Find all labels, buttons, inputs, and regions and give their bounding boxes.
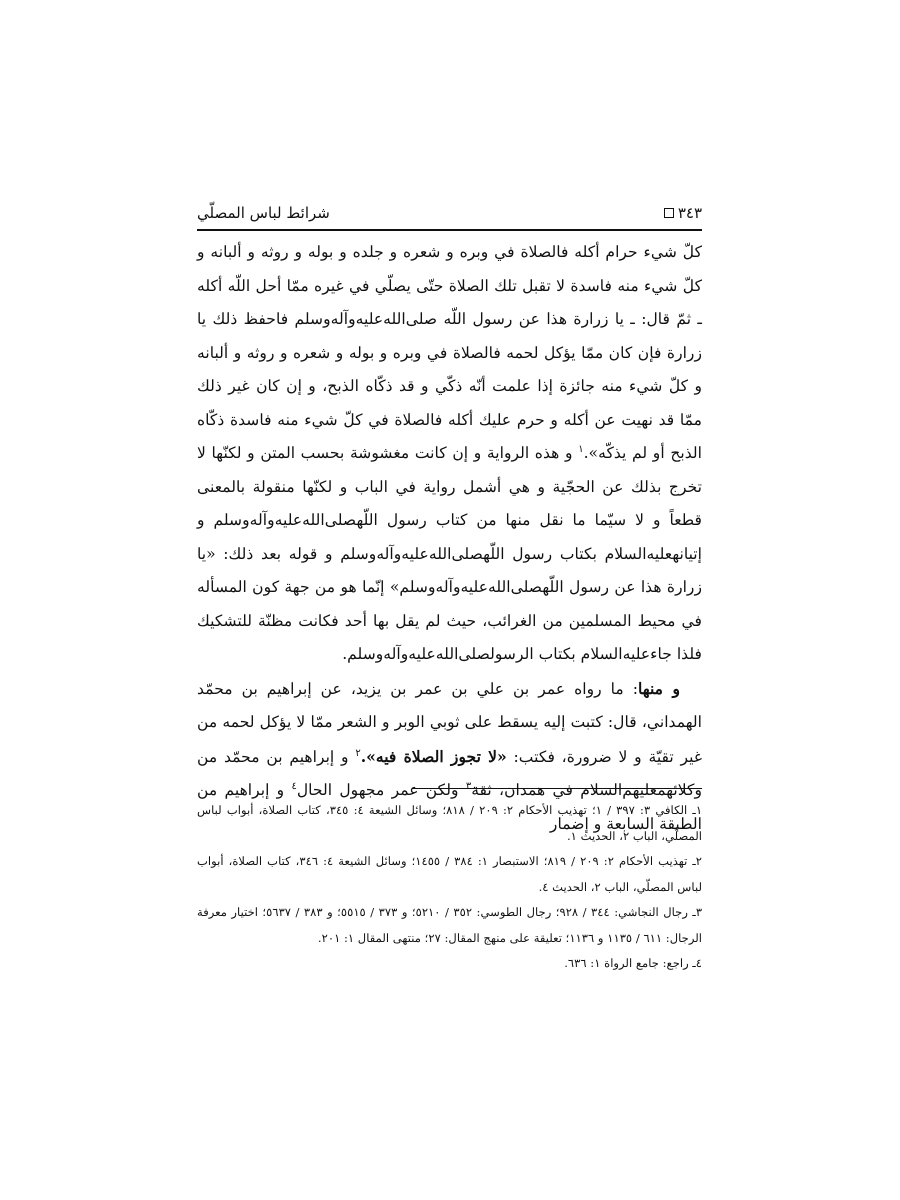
header-rule	[197, 229, 702, 231]
text-run: في همدان، ثقة	[471, 781, 573, 799]
page-number-value: ٣٤٣	[677, 204, 702, 222]
honorific: صلی‌الله‌علیه‌وآله‌وسلم	[340, 544, 484, 563]
footnote-ref-2[interactable]: ٢	[355, 747, 361, 759]
footnote-1: ١ـ الكافي ٣: ٣٩٧ / ١؛ تهذيب الأحكام ٢: ٢٠٩ / ٨١٨؛ وسائل الشيعة ٤: ٣٤٥، كتاب الصلاة، أبواب لباس المصلّي، الباب ٢، الحديث ١.	[197, 803, 703, 843]
running-title: شرائط لباس المصلّي	[197, 204, 330, 222]
text-run: و إتيانه	[197, 511, 702, 563]
text-run: و إبراهيم بن محمّد من وكلائهم	[197, 747, 702, 799]
text-run: بكتاب الرسول	[490, 645, 576, 663]
square-icon	[664, 208, 674, 218]
page-number	[664, 204, 702, 222]
footnote-4: ٤ـ راجع: جامع الرواة ١: ٦٣٦.	[564, 956, 702, 970]
footnote-2: ٢ـ تهذيب الأحكام ٢: ٢٠٩ / ٨١٩؛ الاستبصار ١: ٣٨٤ / ١٤٥٥؛ وسائل الشيعة ٤: ٣٤٦، كتاب الصلاة، أبواب لباس المصلّي، الباب ٢، الحديث ٤.	[197, 854, 703, 894]
honorific: صلی‌الله‌علیه‌وآله‌وسلم	[399, 578, 543, 596]
footnote-3: ٣ـ رجال النجاشي: ٣٤٤ / ٩٢٨؛ رجال الطوسي: ٣٥٢ / ٥٢١٠؛ و ٣٧٣ / ٥٥١٥؛ و ٣٨٣ / ٥٦٣٧؛ اختيار معرفة الرجال: ٦١١ / ١١٣٥ و ١١٣٦؛ تعليقة على منهج المقال: ٢٧؛ منتهى المقال ١: ٢٠١.	[197, 905, 703, 945]
bold-quote: «لا تجوز الصلاة فيه».	[360, 746, 507, 766]
footnote-ref-1[interactable]: ١	[578, 443, 584, 455]
honorific: صلی‌الله‌علیه‌وآله‌وسلم	[347, 645, 491, 663]
text-run: كلّ شيء حرام أكله فالصلاة في وبره و شعره و جلده و بوله و روثه و ألبانه و كلّ شيء منه فاسدة لا تقبل تلك الصلاة حتّى يصلّي في غيره ممّا أحل اللّه أكله ـ ثمّ قال: ـ يا زرارة هذا عن رسول اللّه	[197, 243, 702, 328]
footnote-ref-3[interactable]: ٣	[465, 780, 472, 792]
footnote-ref-4[interactable]: ٤	[291, 780, 297, 792]
main-text	[197, 236, 702, 841]
honorific: عليه‌السلام	[580, 645, 651, 663]
text-run: .	[342, 645, 348, 663]
honorific: صلی‌الله‌علیه‌وآله‌وسلم	[294, 310, 438, 328]
honorific: عليهم‌السلام	[580, 781, 658, 799]
text-run: و هذه الرواية و إن كانت مغشوشة بحسب المتن و لكنّها لا تخرج بذلك عن الحجّية و هي أشمل رواية في الباب و لكنّها منقولة بالمعنى قطعاً و لا سيّما ما نقل منها من كتاب رسول اللّه	[197, 444, 702, 529]
text-run: و إبراهيم من الطبقة السابعة و إضمار	[197, 781, 702, 833]
honorific: صلی‌الله‌علیه‌وآله‌وسلم	[213, 511, 357, 529]
text-run: فاحفظ ذلك يا زرارة فإن كان ممّا يؤكل لحمه فالصلاة في وبره و بوله و شعره و روثه و ألبانه و كلّ شيء منه جائزة إذا علمت أنّه ذكّي و قد ذكّاه الذبح، و إن كان غير ذلك ممّا قد نهيت عن أكله و حرم عليك أكله فالصلاة في كلّ شيء منه فاسدة ذكّاه الذبح أو لم يذكّه».	[197, 310, 703, 462]
text-run: ولكن عمر مجهول الحال	[296, 781, 459, 799]
text-run: » إنّما هو من جهة كون المسأله في محيط المسلمين من الغرائب، حيث لم يقل بها أحد فكانت مظنّة للتشكيك فلذا جاء	[197, 578, 702, 663]
page-header	[197, 201, 702, 225]
honorific: عليه‌السلام	[604, 544, 673, 563]
text-run: بكتاب رسول اللّه	[483, 544, 597, 563]
text-run: و قوله بعد ذلك: «يا زرارة هذا عن رسول اللّه	[197, 544, 702, 596]
bold-lead: و منها	[638, 678, 680, 698]
text-run: : ما رواه عمر بن علي بن عمر بن يزيد، عن إبراهيم بن محمّد الهمداني، قال: كتبت إليه يسقط على ثوبي الوبر و الشعر ممّا لا يؤكل لحمه من غير تقيّة و لا ضرورة، فكتب:	[197, 679, 702, 766]
footnotes	[197, 798, 702, 977]
paragraph-1	[197, 236, 702, 672]
footnote-rule	[412, 788, 702, 789]
